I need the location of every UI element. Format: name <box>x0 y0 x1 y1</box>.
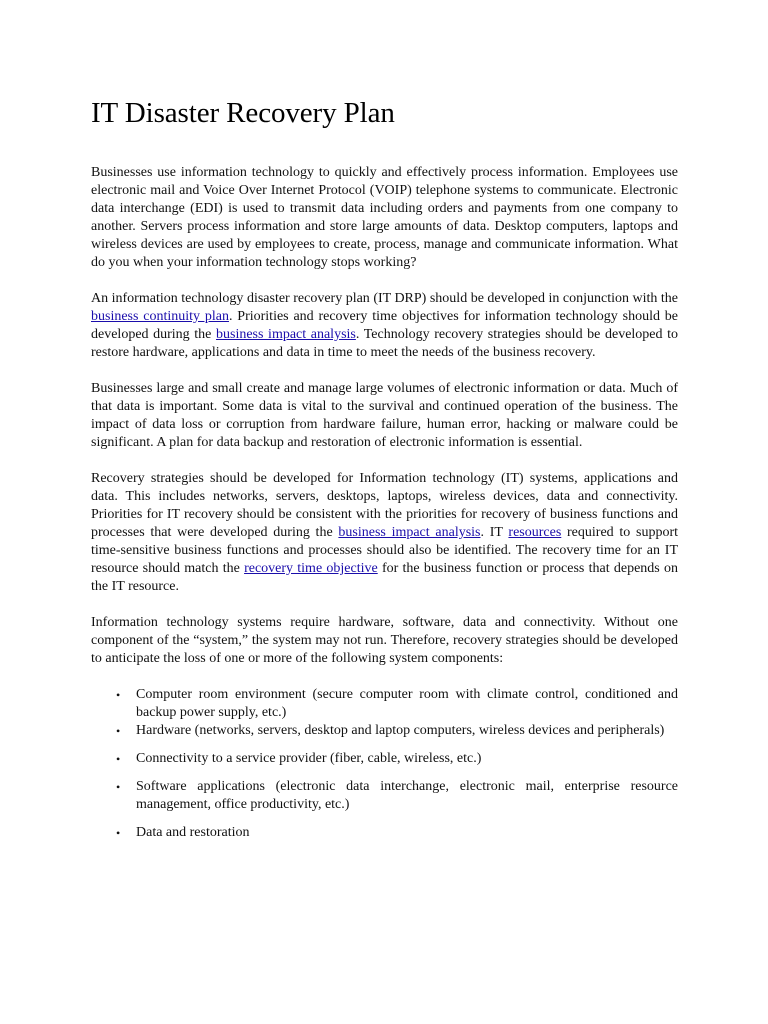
paragraph-text: Recovery strategies should be developed for Information technology (IT) systems, applications and data. This includes networks, servers, desktops, laptops, wireless devices, data and connectivity. Priorities for IT recovery should be consistent with the priorities for recovery of business functions and processes that were developed during the <box>91 471 678 540</box>
list-item <box>116 722 678 740</box>
list-item-text: Data and restoration <box>136 825 250 840</box>
bullet-icon: • <box>116 688 121 702</box>
paragraph-text: for the business function or process that depends on the IT resource. <box>91 561 678 594</box>
link-business-impact-analysis[interactable]: business impact analysis <box>216 327 356 342</box>
list-item-text: Computer room environment (secure computer room with climate control, conditioned and backup power supply, etc.) <box>136 687 678 720</box>
paragraph-text: An information technology disaster recovery plan (IT DRP) should be developed in conjunction with the <box>91 291 678 306</box>
list-item <box>116 750 678 768</box>
bullet-icon: • <box>116 826 121 840</box>
bullet-icon: • <box>116 752 121 766</box>
paragraph-text: . Priorities and recovery time objectives for information technology should be developed during the <box>91 309 678 342</box>
list-item <box>116 824 678 842</box>
document-title: IT Disaster Recovery Plan <box>91 97 395 129</box>
paragraph-text: . IT <box>480 525 509 540</box>
paragraph-recovery-strategies <box>91 470 678 596</box>
document-content <box>91 95 678 842</box>
bullet-icon: • <box>116 780 121 794</box>
paragraph-it-drp <box>91 290 678 362</box>
list-item-text: Software applications (electronic data interchange, electronic mail, enterprise resource management, office productivity, etc.) <box>136 779 678 812</box>
link-resources[interactable]: resources <box>508 525 562 540</box>
link-business-continuity-plan[interactable]: business continuity plan <box>91 309 229 324</box>
paragraph-data-importance: Businesses large and small create and manage large volumes of electronic information or data. Much of that data is important. Some data is vital to the survival and continued operation of the business. The impact of data loss or corruption from hardware failure, human error, hacking or malware could be significant. A plan for data backup and restoration of electronic information is essential. <box>91 381 678 450</box>
link-recovery-time-objective[interactable]: recovery time objective <box>244 561 378 576</box>
system-components-list <box>91 686 678 842</box>
list-item <box>116 686 678 722</box>
link-business-impact-analysis-2[interactable]: business impact analysis <box>338 525 481 540</box>
list-item <box>116 778 678 814</box>
bullet-icon: • <box>116 724 121 738</box>
paragraph-system-components: Information technology systems require hardware, software, data and connectivity. Without one component of the “system,” the system may not run. Therefore, recovery strategies should be developed to anticipate the loss of one or more of the following system components: <box>91 615 678 666</box>
list-item-text: Connectivity to a service provider (fiber, cable, wireless, etc.) <box>136 751 482 766</box>
paragraph-text: required to support time-sensitive business functions and processes should also be identified. The recovery time for an IT resource should match the <box>91 525 679 576</box>
paragraph-intro: Businesses use information technology to quickly and effectively process information. Employees use electronic mail and Voice Over Internet Protocol (VOIP) telephone systems to communicate. Electronic data interchange (EDI) is used to transmit data including orders and payments from one company to another. Servers process information and store large amounts of data. Desktop computers, laptops and wireless devices are used by employees to create, process, manage and communicate information. What do you when your information technology stops working? <box>91 165 678 270</box>
list-item-text: Hardware (networks, servers, desktop and laptop computers, wireless devices and peripherals) <box>136 723 665 738</box>
paragraph-text: . Technology recovery strategies should be developed to restore hardware, applications and data in time to meet the needs of the business recovery. <box>91 327 679 360</box>
